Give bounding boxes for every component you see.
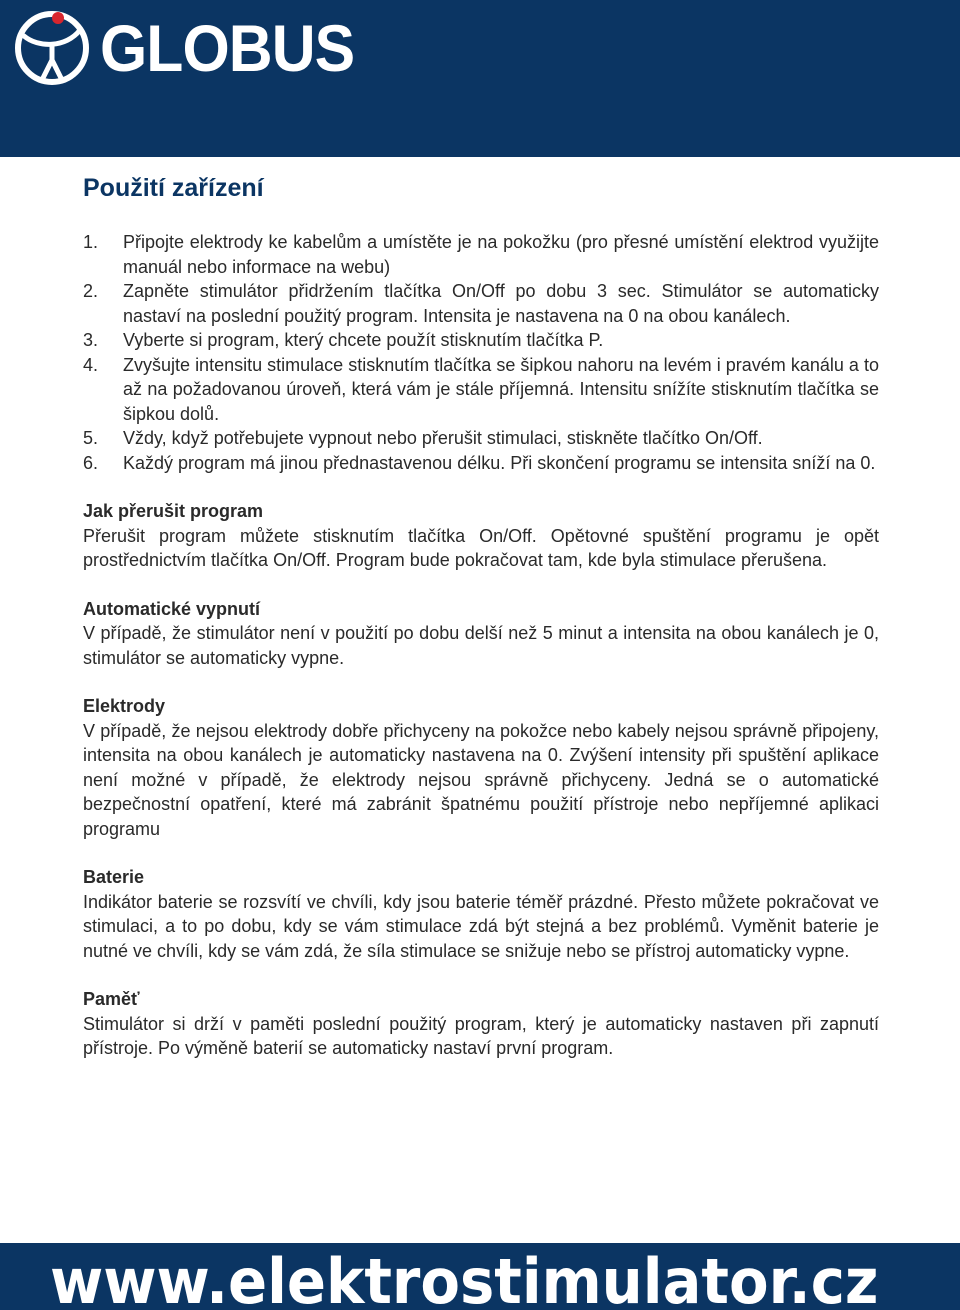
step-text: Připojte elektrody ke kabelům a umístěte je na pokožku (pro přesné umístění elektrod využijte manuál nebo informace na webu) xyxy=(123,232,879,277)
section-heading: Elektrody xyxy=(83,696,166,716)
step-text: Zvyšujte intensitu stimulace stisknutím tlačítka se šipkou nahoru na levém i pravém kanálu a to až na požadovanou úroveň, která vám je stále příjemná. Intensitu snížíte stisknutím tlačítka se šipkou dolů. xyxy=(123,354,879,424)
footer-banner xyxy=(0,1243,960,1310)
brand-logo[interactable] xyxy=(12,8,376,88)
step-text: Vždy, když potřebujete vypnout nebo přerušit stimulaci, stiskněte tlačítko On/Off. xyxy=(123,428,763,448)
section-body: V případě, že stimulátor není v použití po dobu delší než 5 minut a intensita na obou kanálech je 0, stimulátor se automaticky vypne. xyxy=(83,623,879,668)
step-number: 4. xyxy=(83,354,99,375)
section-heading: Baterie xyxy=(83,867,145,887)
section-battery xyxy=(83,865,879,963)
step-number: 1. xyxy=(83,232,99,252)
section-body: V případě, že nejsou elektrody dobře přichyceny na pokožce nebo kabely nejsou správně připojeny, intensita na obou kanálech je automaticky nastavena na 0. Zvýšení intensity při spuštění aplikace není možné v případě, že elektrody nejsou správně přichyceny. Jedná se o automatické bezpečnostní opatření, které má zabránit špatnému použití přístroje nebo nepříjemné aplikaci programu xyxy=(83,720,879,839)
step-text: Vyberte si program, který chcete použít stisknutím tlačítka P. xyxy=(123,330,604,350)
header-banner xyxy=(0,0,960,157)
list-item xyxy=(83,426,879,451)
website-link[interactable]: www.elektrostimulator.cz xyxy=(50,1245,879,1310)
section-heading: Automatické vypnutí xyxy=(83,598,261,619)
list-item xyxy=(83,279,879,328)
list-item xyxy=(83,230,879,279)
step-text: Zapněte stimulátor přidržením tlačítka On/Off po dobu 3 sec. Stimulátor se automaticky nastaví na poslední použitý program. Intensita je nastavena na 0 na obou kanálech. xyxy=(123,281,879,326)
section-memory xyxy=(83,987,879,1061)
person-circle-logo-icon xyxy=(12,8,92,88)
section-heading: Jak přerušit program xyxy=(83,501,264,521)
brand-name: GLOBUS xyxy=(100,11,355,85)
section-body: Indikátor baterie se rozsvítí ve chvíli, kdy jsou baterie téměř prázdné. Přesto můžete pokračovat ve stimulaci, a to po dobu, kdy se vám stimulace zdá být stejná a bez problémů. Vyměnit baterie je nutné ve chvíli, kdy se vám zdá, že síla stimulace se snižuje nebo se přístroj automaticky vypne. xyxy=(83,891,879,961)
list-item xyxy=(83,451,879,476)
section-body: Přerušit program můžete stisknutím tlačítka On/Off. Opětovné spuštění programu je opět prostřednictvím tlačítka On/Off. Program bude pokračovat tam, kde byla stimulace přerušena. xyxy=(83,525,879,570)
main-content xyxy=(83,172,879,1061)
step-number: 3. xyxy=(83,330,99,350)
usage-steps xyxy=(83,230,879,475)
page-title: Použití zařízení xyxy=(83,174,264,202)
section-heading: Paměť xyxy=(83,989,140,1009)
step-number: 5. xyxy=(83,428,99,448)
list-item xyxy=(83,328,879,353)
step-number: 2. xyxy=(83,281,99,301)
step-number: 6. xyxy=(83,452,99,473)
section-body: Stimulátor si drží v paměti poslední použitý program, který je automaticky nastaven při zapnutí přístroje. Po výměně baterií se automaticky nastaví první program. xyxy=(83,1013,879,1058)
section-electrodes xyxy=(83,694,879,841)
section-interrupt-program xyxy=(83,499,879,573)
section-auto-shutdown xyxy=(83,597,879,671)
step-text: Každý program má jinou přednastavenou délku. Při skončení programu se intensita sníží na 0. xyxy=(123,452,876,473)
list-item xyxy=(83,353,879,427)
